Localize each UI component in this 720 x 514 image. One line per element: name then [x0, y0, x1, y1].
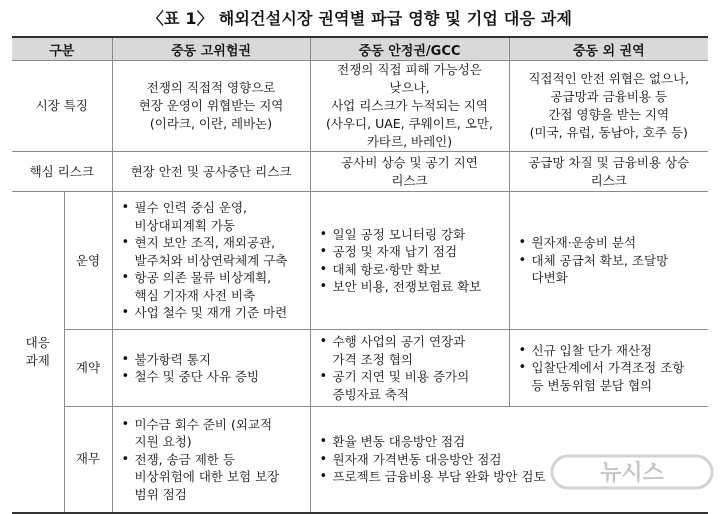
- bullet-line: 비상위험에 대한 보험 보장: [134, 469, 280, 484]
- table-title: 〈표 1〉 해외건설시장 권역별 파급 영향 및 기업 대응 과제: [147, 9, 573, 28]
- bullet-list: [311, 223, 509, 299]
- bullet-line: 공기 지연 및 비용 증가의: [332, 369, 470, 384]
- bullet-line: 일일 공정 모니터링 강화: [332, 226, 466, 242]
- bullet-line: 프로젝트 금융비용 부담 완화 방안 검토: [332, 469, 546, 484]
- bullet-line: 원자재 가격변동 대응방안 점검: [332, 451, 502, 467]
- bullet-line: 보안 비용, 전쟁보험료 확보: [332, 279, 482, 294]
- cell-line: 간접 영향을 받는 지역: [548, 107, 670, 122]
- operations-gcc: [310, 192, 509, 330]
- bullet-item: [119, 234, 306, 269]
- cell-line: 공급망 차질 및 금융비용 상승: [528, 154, 690, 170]
- finance-row: [12, 407, 708, 513]
- bullet-item: [516, 234, 705, 252]
- contract-outside: [509, 330, 708, 407]
- cell-line: 직접적인 안전 위협은 없으나,: [528, 71, 690, 86]
- core-risk-outside: [509, 152, 708, 192]
- bullet-line: 대체 공급처 확보, 조달망: [531, 252, 669, 268]
- contract-gcc: [310, 330, 509, 407]
- bullet-item: [317, 333, 505, 368]
- operations-label: 운영: [64, 192, 112, 330]
- bullet-line: 미수금 회수 준비 (외교적: [134, 416, 273, 432]
- bullet-item: [317, 451, 705, 469]
- regional-impact-table: [12, 36, 708, 514]
- market-feature-outside: [509, 61, 708, 152]
- contract-label: 계약: [64, 330, 112, 407]
- cell-line: (미국, 유럽, 동남아, 호주 등): [529, 125, 688, 140]
- operations-row: [12, 192, 708, 330]
- bullet-line: 철수 및 중단 사유 증빙: [134, 369, 260, 384]
- response-tasks-label: [12, 192, 64, 513]
- bullet-item: [317, 226, 505, 244]
- cell-line: 사업 리스크가 누적되는 지역: [331, 98, 488, 113]
- bullet-line: 가격 조정 협의: [332, 351, 413, 367]
- bullet-item: [119, 351, 306, 369]
- bullet-line: 전쟁, 송금 제한 등: [134, 451, 235, 467]
- bullet-item: [119, 368, 306, 386]
- cell-line: 공사비 상승 및 공기 지연: [341, 154, 478, 170]
- bullet-line: 다변화: [531, 270, 568, 286]
- bullet-line: 지원 요청): [134, 434, 192, 449]
- cell-line: 현장 운영이 위협받는 지역: [138, 98, 284, 113]
- cell-line: 리스크: [391, 172, 428, 188]
- bullet-line: 사업 철수 및 재개 기준 마련: [134, 305, 288, 321]
- bullet-line: 불가항력 통지: [134, 351, 211, 367]
- bullet-list: [113, 196, 310, 325]
- bullet-item: [317, 243, 505, 261]
- header-outside-mideast: 중동 외 권역: [509, 37, 708, 61]
- bullet-line: 등 변동위험 분담 협의: [531, 377, 653, 393]
- bullet-item: [317, 468, 705, 486]
- bullet-line: 필수 인력 중심 운영,: [134, 200, 247, 216]
- bullet-line: 증빙자료 축적: [332, 386, 409, 402]
- bullet-item: [317, 261, 505, 279]
- bullet-item: [516, 252, 705, 287]
- cell-line: 전쟁의 직접적 영향으로: [146, 80, 276, 95]
- header-category: 구분: [12, 37, 112, 61]
- bullet-item: [317, 368, 505, 403]
- core-risk-row: [12, 152, 708, 192]
- bullet-item: [119, 416, 306, 451]
- bullet-line: 비상대피계획 가동: [134, 217, 236, 233]
- header-mideast-high-risk: 중동 고위험권: [112, 37, 310, 61]
- cell-line: 전쟁의 직접 피해 가능성은: [337, 62, 482, 77]
- cell-line: 과제: [25, 352, 50, 368]
- finance-label: 재무: [64, 407, 112, 513]
- header-mideast-stable-gcc: 중동 안정권/GCC: [310, 37, 509, 61]
- cell-line: 공급망과 금융비용 등: [550, 89, 668, 104]
- bullet-line: 대체 항로·항만 확보: [332, 261, 442, 277]
- core-risk-label: 핵심 리스크: [12, 152, 112, 192]
- market-feature-label: 시장 특징: [12, 61, 112, 152]
- bullet-item: [119, 304, 306, 322]
- bullet-line: 발주처와 비상연락체계 구축: [134, 252, 288, 268]
- cell-line: 현장 안전 및 공사중단 리스크: [130, 163, 292, 179]
- bullet-item: [516, 359, 705, 394]
- bullet-item: [516, 342, 705, 360]
- watermark-text: 뉴시스: [600, 461, 664, 486]
- bullet-line: 수행 사업의 공기 연장과: [332, 334, 466, 349]
- core-risk-gcc: [310, 152, 509, 192]
- bullet-line: 항공 의존 물류 비상계획,: [134, 270, 272, 286]
- operations-high-risk: [112, 192, 310, 330]
- finance-gcc-and-outside: [310, 407, 708, 513]
- finance-high-risk: [112, 407, 310, 513]
- bullet-line: 원자재·운송비 분석: [531, 235, 637, 251]
- bullet-list: [311, 330, 509, 406]
- cell-line: (사우디, UAE, 쿠웨이트, 오만,: [326, 116, 493, 131]
- bullet-line: 신규 입찰 단가 재산정: [531, 342, 653, 358]
- bullet-item: [317, 278, 505, 296]
- cell-line: 카타르, 바레인): [366, 134, 453, 149]
- bullet-line: 핵심 기자재 사전 비축: [134, 287, 256, 303]
- contract-row: [12, 330, 708, 407]
- bullet-item: [317, 433, 705, 451]
- market-feature-high-risk: [112, 61, 310, 152]
- cell-line: 리스크: [590, 172, 627, 188]
- bullet-list: [113, 348, 310, 389]
- bullet-line: 현지 보안 조직, 재외공관,: [134, 235, 276, 251]
- core-risk-high-risk: [112, 152, 310, 192]
- bullet-line: 환율 변동 대응방안 점검: [332, 434, 466, 449]
- bullet-list: [311, 430, 709, 489]
- contract-high-risk: [112, 330, 310, 407]
- bullet-line: 입찰단계에서 가격조정 조항: [531, 360, 685, 376]
- cell-line: 대응: [25, 334, 50, 350]
- bullet-list: [510, 339, 709, 398]
- market-feature-gcc: [310, 61, 509, 152]
- market-feature-row: [12, 61, 708, 152]
- bullet-line: 범위 점검: [134, 486, 187, 502]
- bullet-list: [510, 231, 709, 290]
- bullet-item: [119, 199, 306, 234]
- operations-outside: [509, 192, 708, 330]
- bullet-item: [119, 451, 306, 504]
- bullet-item: [119, 269, 306, 304]
- cell-line: 낮으나,: [389, 80, 430, 95]
- bullet-line: 공정 및 자재 납기 점검: [332, 244, 458, 259]
- header-row: [12, 37, 708, 61]
- bullet-list: [113, 413, 310, 507]
- cell-line: (이라크, 이란, 레바논): [149, 116, 273, 131]
